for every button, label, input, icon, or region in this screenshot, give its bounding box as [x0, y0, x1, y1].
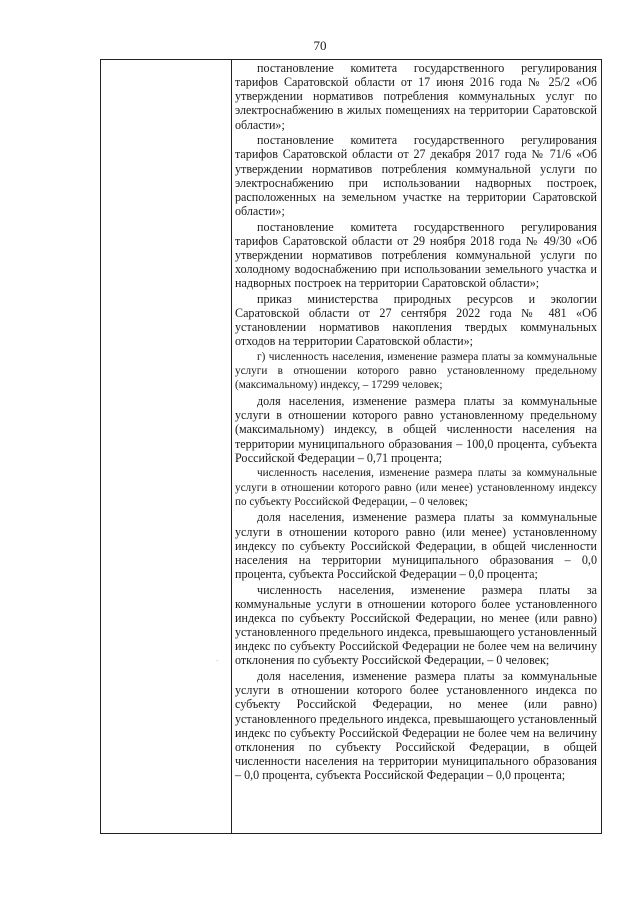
page-number: 70 — [313, 38, 327, 53]
paragraph-resolution-2018: постановление комитета государственного регулирования тарифов Саратовской области от 29 ноября 2018 года № 49/30 «Об утверждении нормативов потребления коммунальной услуги по холодному водоснабжению при использовании земельного участка и надворных построек на территории Саратовской области»; — [235, 219, 597, 291]
table-text-cell — [235, 61, 597, 784]
paragraph-share-subject-index: доля населения, изменение размера платы за коммунальные услуги в отношении которого равно (или менее) установленному индексу по субъекту Российской Федерации, в общей численности населения на территории муниципального образования – 0,0 процента, субъекта Российской Федерации – 0,0 процента; — [235, 510, 597, 581]
paragraph-resolution-2017: постановление комитета государственного регулирования тарифов Саратовской области от 27 декабря 2017 года № 71/6 «Об утверждении нормативов потребления коммунальной услуги по электроснабжению при использовании надворных построек, расположенных на земельном участке на территории Саратовской области»; — [235, 133, 597, 219]
paragraph-resolution-2016: постановление комитета государственного регулирования тарифов Саратовской области от 17 июня 2016 года № 25/2 «Об утверждении нормативов потребления коммунальных услуг по электроснабжению в жилых помещениях на территории Саратовской области»; — [235, 61, 597, 132]
paragraph-order-2022: приказ министерства природных ресурсов и экологии Саратовской области от 27 сентября 2022 года № 481 «Об установлении нормативов накопления твердых коммунальных отходов на территории Саратовской области»; — [235, 292, 597, 349]
paragraph-share-max-index: доля населения, изменение размера платы за коммунальные услуги в отношении которого равно установленному предельному (максимальному) индексу, в общей численности населения на территории муниципального образования – 100,0 процента, субъекта Российской Федерации – 0,71 процента; — [235, 394, 597, 465]
paragraph-population-max-index: г) численность населения, изменение размера платы за коммунальные услуги в отношении которого равно установленному предельному (максимальному) индексу, – 17299 человек; — [235, 351, 597, 392]
table-column-divider — [231, 59, 232, 834]
paragraph-share-deviation: доля населения, изменение размера платы за коммунальные услуги в отношении которого более установленного индекса по субъекту Российской Федерации, но менее (или равно) установленного предельного индекса, превышающего установленный индекс по субъекту Российской Федерации не более чем на величину отклонения по субъекту Российской Федерации, в общей численности населения на территории муниципального образования – 0,0 процента, субъекта Российской Федерации – 0,0 процента; — [235, 669, 597, 783]
paragraph-population-deviation: численность населения, изменение размера платы за коммунальные услуги в отношении которого более установленного индекса по субъекту Российской Федерации, но менее (или равно) установленного предельного индекса, превышающего установленный индекс по субъекту Российской Федерации не более чем на величину отклонения по субъекту Российской Федерации, – 0 человек; — [235, 582, 597, 668]
paragraph-population-subject-index: численность населения, изменение размера платы за коммунальные услуги в отношении которого равно (или менее) установленному индексу по субъекту Российской Федерации, – 0 человек; — [235, 467, 597, 508]
scan-mark: · — [216, 657, 219, 665]
